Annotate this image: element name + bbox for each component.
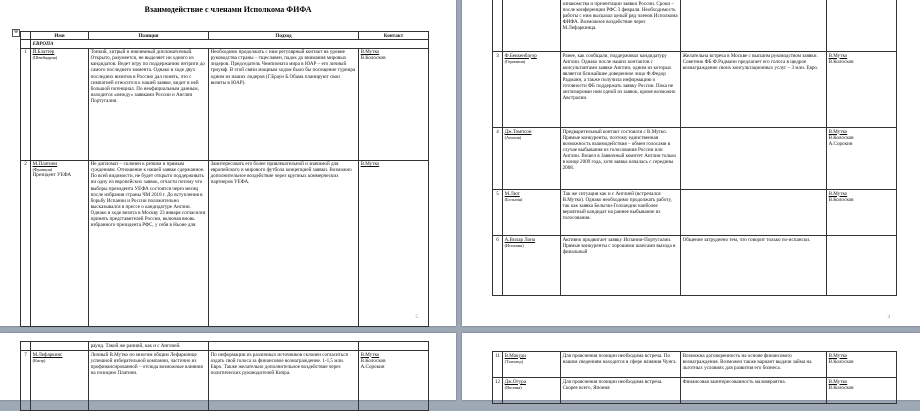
contact-cell [827,190,897,236]
member-country: (Франция) [32,167,53,173]
table-row [493,190,897,236]
contact-name: В.Мутко [360,351,380,358]
table-row [493,352,897,378]
region-label: ЕВРОПА [31,40,429,48]
approach-cell [681,190,827,236]
region-row [21,40,429,48]
member-country: (Германия) [504,58,526,64]
row-number: 2 [21,160,31,326]
position-cell: Предварительный контакт состоялся с В.Мутко. Прямые конкуренты, поэтому единственная возможность взаимодействия – обмен голосами в случае выбывания из голосования России или Англии. Вошел в Заявочный комитет Англии только в конце 2009 года, хотя заявка началась с середины 2008. [561,128,681,190]
row-number: 1 [21,48,31,160]
table-row [493,378,897,404]
fifa-members-table-page-4 [492,351,897,404]
position-cell: Ранее, как сообщали, поддерживал кандидатуру Англии. Однако после наших контактов с консультантами заявки Англии, одним из которых является ближайшее доверенное лицо Ф.Федор Радманн, а также получила информацию о готовности ФБ поддержать заявку России. Пока не англизирован ним одной из заявок, кроме возможно Австралии. [561,52,681,128]
table-move-handle-icon[interactable]: ⊕ [13,30,19,35]
table-row [21,48,429,160]
member-name: Дж.Томпсон [504,128,532,135]
header-num [21,32,31,40]
member-name-cell [31,160,89,326]
member-name-cell [503,378,561,404]
member-country: (Япония) [504,384,522,390]
member-name: А.Вилар Лона [504,236,536,243]
approach-cell: Финансовая заинтересованность маловероятна. [681,378,827,404]
page-number: 4 [887,315,890,320]
row-number: 3 [493,52,503,128]
table-row-continued [21,342,429,351]
contact-cell [359,160,429,326]
header-position: Позиция [89,32,209,40]
document-page-3 [0,315,456,400]
member-country: (Бельгия) [504,196,523,202]
contact-cell [359,48,429,160]
header-name: Имя [31,32,89,40]
contact-name: В.Колосков [828,358,854,365]
member-name-cell [503,128,561,190]
contact-name: В.Мутко [828,52,848,59]
contact-name: А.Сорокин [360,363,385,370]
member-name-cell [31,48,89,160]
row-number: 11 [493,352,503,378]
approach-cell: Возможна договоренность на основе финансового вознаграждения. Возможен также вариант выдачи займа на льготных условиях для развития его бизнеса. [681,352,827,378]
contact-name: В.Мутко [828,378,848,385]
fifa-members-table-page-1 [20,31,429,327]
document-page-4 [462,315,920,400]
table-row [493,52,897,128]
contact-name: В.Мутко [828,190,848,197]
approach-cell: По информации из различных источников склонен согласиться оздать свой голоса за финансовое вознаграждение. 1-1,5 млн. Евро. Также желательно дополнительное воздействие через политических руководителей Кипра. [209,351,359,411]
position-cell: ознакомства и презентации заявки России. Сроки – после конференции РФС 3 февраля. Необходимость работы с ним высказал целый ряд членов Исполкома ФИФА. Возможное воздействие через М.Лефаркинца. [561,0,681,52]
contact-cell [827,52,897,128]
approach-cell: Заинтересовать его более привлекательной и значимой для европейского и мирового футбола концепцией заявки. Возможно дополнительное воздействие через крупных коммерческих партнеров УЕФА. [209,160,359,326]
position-cell: Тонкий, хитрый и никчемный дипломатичный. Открыто, разумеется, не выделяет ни одного из кандидатов. Ведет игру по поддержанию интриги до самого последнего момента. Однако в ходе двух последних визитов в Россию дал понять, что с симпатией относится к нашей заявке, видит в ней большой потенциал. По неофициальным данным, находится «между» заявками России и Англии Португалии. [89,48,209,160]
contact-name: В.Колосков [828,58,854,65]
approach-cell [681,128,827,190]
position-cell: Не дипломат – склонен к резким и прямым суждениям. Отношение к нашей заявке сдержанное. По всей видимости, не будет открыто поддерживать ни одну из европейских заявок, отчасти потому что выборы президента УЕФА состоятся через месяц после избрания страны ЧМ 2018 г. До вступления в борьбу Испании и России положительно высказывался в прессе о кандидатуре Англии. Однако в ходе визита в Москву 23 января согласился принять представителей России, включая вновь избранного президента РФС, у себя в Ньоне для [89,160,209,326]
contact-name: В.Колосков [828,196,854,203]
document-page-1 [0,0,456,326]
fifa-members-table-page-2 [492,0,897,296]
member-name-cell [503,236,561,296]
contact-name: В.Колосков [828,384,854,391]
member-role: Президент УЕФА [32,172,72,179]
contact-cell [827,236,897,296]
member-name: Ф.Беккенбауэр [504,52,537,59]
page-number: 5 [415,315,418,320]
table-header-row [21,32,429,40]
table-row-continued [493,0,897,52]
table-row [493,128,897,190]
member-name-cell [503,352,561,378]
contact-name: В.Мутко [360,161,380,168]
member-country: (Англия) [504,134,522,140]
member-country: (Швейцария) [32,55,58,61]
position-cell: Для прояснения позиции необходима встреча. По нашим сведениям находится в сфере влияния Чунга. [561,352,681,378]
contact-cell [827,128,897,190]
member-name-cell [31,351,89,411]
row-number: 4 [493,128,503,190]
member-name: Дж.Огура [504,378,526,385]
document-title: Взаимодействие с членами Исполкома ФИФА [144,5,312,14]
member-country: (Таиланд) [504,358,524,364]
contact-cell [359,351,429,411]
table-row [21,351,429,411]
contact-cell [827,352,897,378]
contact-name: В.Колосков [360,357,386,364]
header-approach: Подход [209,32,359,40]
row-number: 7 [21,351,31,411]
member-name: М.Лют [504,190,520,197]
member-name: М.Платини [32,161,58,168]
approach-cell: Необходимо продолжать с ним регулярный контакт на уровне руководства страны – тщеславен, падок до внимания мировых лидеров. Председатель Чемпионата мира в ЮАР – его личный триумф. В этой связи мощным ходом было бы посещение турнира одним из наших лидеров (Г.Браун Б.Обама планируют свои визиты в ЮАР). [209,48,359,160]
row-number: 12 [493,378,503,404]
approach-cell: Общение затруднено тем, что говорит только по-испански. [681,236,827,296]
member-country: (Испания) [504,242,524,248]
member-name: Й.Блаттер [32,49,55,56]
position-cell: Личный В.Мутко по многим общим Лефаркинце успешной избирательной компании, частично из профинансированной – отсюда возможные влияния на позицию Платини. [89,351,209,411]
member-country: (Кипр) [32,357,46,363]
contact-name: А.Сорокин [828,140,853,147]
position-cell: Активно продвигает заявку Испании-Португалии. Прямые конкуренты с хорошими шансами выхода в финальный [561,236,681,296]
contact-name: В.Мутко [828,128,848,135]
member-name-cell [503,190,561,236]
fifa-members-table-page-3 [20,341,429,411]
header-contact: Контакт [359,32,429,40]
position-cell: Для прояснения позиции необходима встреча. Скорее всего, Япония [561,378,681,404]
table-row [493,236,897,296]
position-cell: Так же ситуация как и с Англией (встречался В.Мутко). Однако необходимо продолжать работу, так как заявка Бельгии-Голландии наиболее вероятный кандидат на раннее выбывание из голосования. [561,190,681,236]
document-page-2 [462,0,920,326]
contact-name: В.Колосков [360,55,386,62]
position-cell: раунд. Такой же ранний, как и с Англией. [89,342,209,351]
contact-name: В.Колосков [828,134,854,141]
member-name-cell [503,52,561,128]
member-name: В.Макуди [504,352,527,359]
contact-name: В.Мутко [828,352,848,359]
contact-name: В.Мутко [360,49,380,56]
approach-cell: Желательна встреча в Москве с высшим руководством заявки. Советник ФБ Ф.Радманн предлагает его голоса в щедрое вознаграждение своих консультационных услуг – 3 млн. Евро. [681,52,827,128]
table-row [21,160,429,326]
contact-cell [827,378,897,404]
row-number: 5 [493,190,503,236]
row-number: 6 [493,236,503,296]
member-name: М.Лефаркинс [32,351,63,358]
